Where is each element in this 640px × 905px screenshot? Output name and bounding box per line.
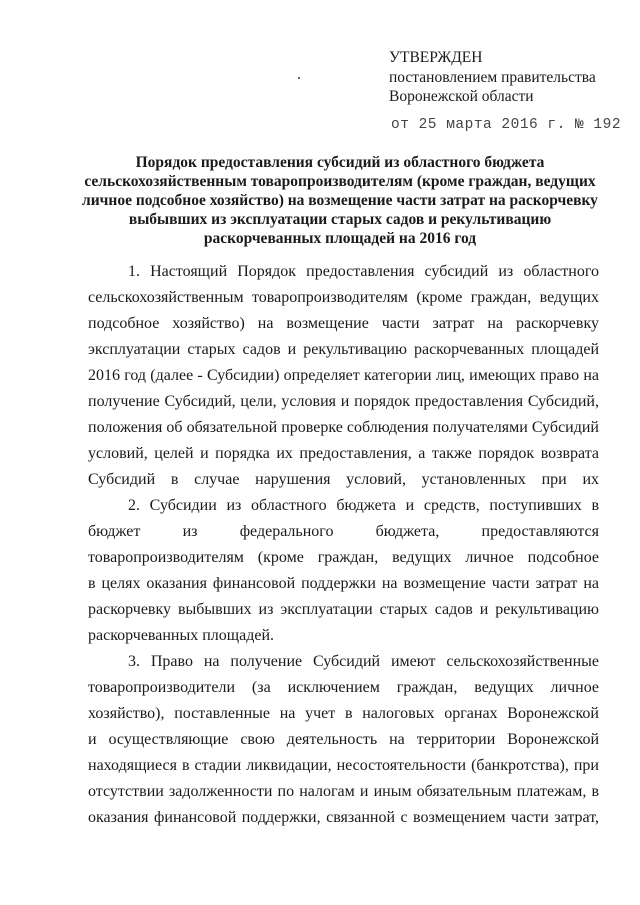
title-line: сельскохозяйственным товаропроизводителям (кроме граждан, ведущих [84,173,596,190]
text-line: раскорчеванных площадей. [88,627,275,644]
text-line: подсобное хозяйство) на возмещение части затрат на раскорчевку [88,315,599,332]
text-line: сельскохозяйственным товаропроизводителям (кроме граждан, ведущих [88,289,599,306]
text-line: 3. Право на получение Субсидий имеют сельскохозяйственные [128,653,599,670]
title-line: выбывших из эксплуатации старых садов и рекультивацию [128,211,552,228]
title-line: Порядок предоставления субсидий из областного бюджета [135,154,545,171]
title-line: раскорчеванных площадей на 2016 год [203,230,477,247]
document-body [88,259,599,831]
paragraph-1 [88,259,599,493]
text-line: 2016 год (далее - Субсидии) определяет категории лиц, имеющих право на [88,367,599,384]
approval-region: Воронежской области [389,88,534,105]
approval-block [389,48,629,135]
text-line: эксплуатации старых садов и рекультивацию раскорчеванных площадей [88,341,599,358]
text-line: Субсидий в случае нарушения условий, установленных при их [88,471,599,488]
text-line: бюджет из федерального бюджета, предоставляются [88,523,599,540]
text-line: и осуществляющие свою деятельность на территории Воронежской [88,731,599,748]
paragraph-3 [88,649,599,831]
text-line: раскорчевку выбывших из эксплуатации старых садов и рекультивацию [88,601,599,618]
text-line: условий, целей и порядка их предоставления, а также порядок возврата [88,445,599,462]
text-line: хозяйство), поставленные на учет в налоговых органах Воронежской [88,705,599,722]
approval-heading: УТВЕРЖДЕН [389,49,483,66]
text-line: товаропроизводителям (кроме граждан, ведущих личное подсобное [88,549,599,566]
text-line: товаропроизводители (за исключением граждан, ведущих личное [88,679,599,696]
text-line: находящиеся в стадии ликвидации, несостоятельности (банкротства), при [88,757,599,774]
approval-date-number: от 25 марта 2016 г. № 192 [391,116,622,133]
text-line: получение Субсидий, цели, условия и порядок предоставления Субсидий, [88,393,599,410]
paragraph-2 [88,493,599,649]
approval-resolution: постановлением правительства [389,68,596,86]
document-title [80,153,600,248]
text-line: положения об обязательной проверке соблюдения получателями Субсидий [88,419,599,436]
scan-speck [298,77,300,79]
text-line: отсутствии задолженности по налогам и иным обязательным платежам, в [88,783,599,800]
title-line: личное подсобное хозяйство) на возмещение части затрат на раскорчевку [82,192,598,209]
text-line: в целях оказания финансовой поддержки на возмещение части затрат на [88,575,599,592]
text-line: оказания финансовой поддержки, связанной с возмещением части затрат, [88,809,599,826]
text-line: 2. Субсидии из областного бюджета и средств, поступивших в [128,497,599,514]
text-line: 1. Настоящий Порядок предоставления субсидий из областного [128,263,599,280]
